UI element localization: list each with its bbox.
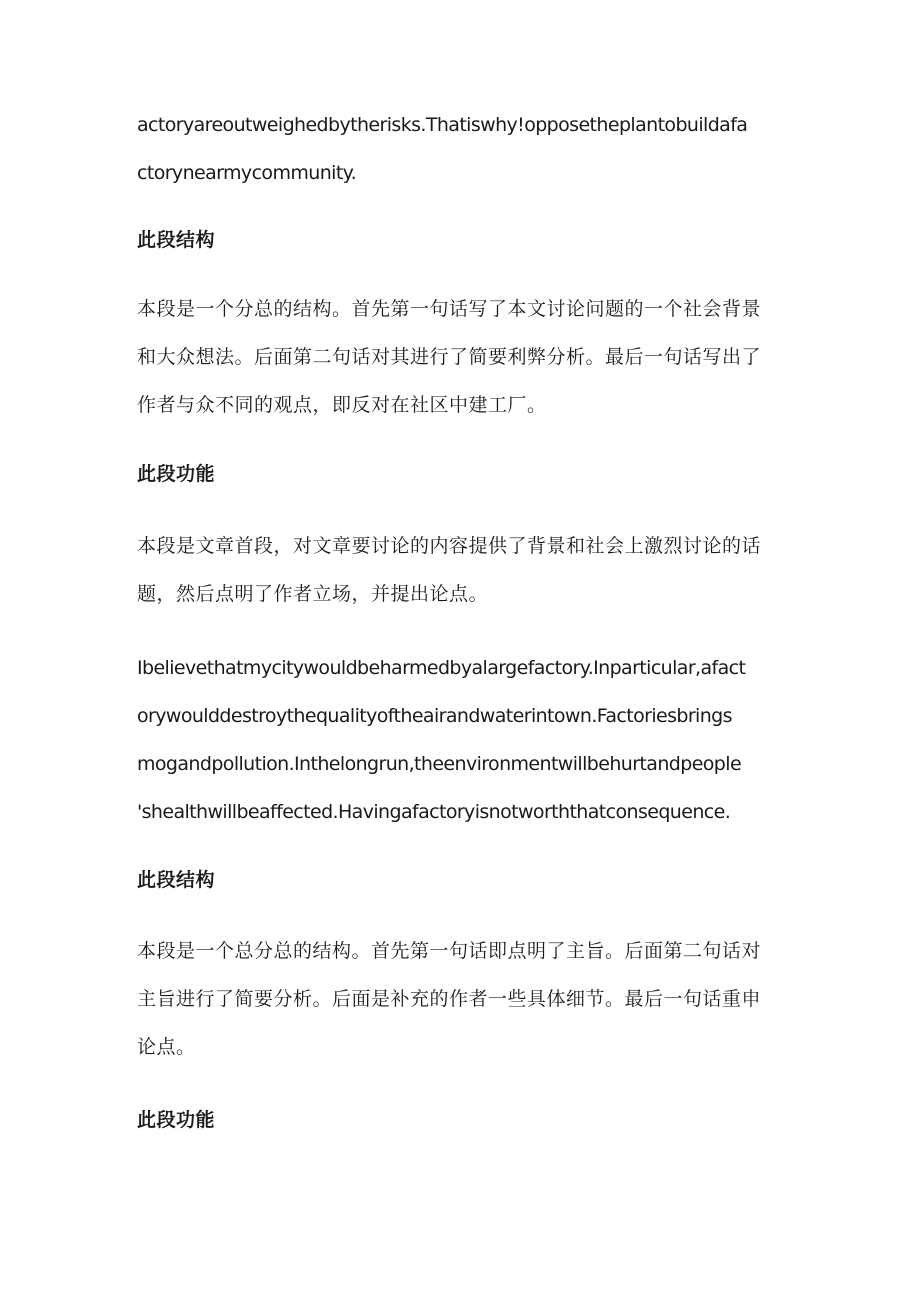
section-heading-function: 此段功能 [137, 1109, 216, 1131]
text-line: 'shealthwillbeaffected.Havingafactoryisnotworththatconsequence. [137, 801, 731, 823]
text-line: ctorynearmycommunity. [137, 162, 357, 184]
text-line: 论点。 [137, 1036, 196, 1058]
text-line: 本段是文章首段，对文章要讨论的内容提供了背景和社会上激烈讨论的话 [137, 535, 762, 557]
text-line: mogandpollution.Inthelongrun,theenvironmentwillbehurtandpeople [137, 753, 742, 775]
text-line: orywoulddestroythequalityoftheairandwaterintown.Factoriesbrings [137, 705, 732, 727]
text-line: 主旨进行了简要分析。后面是补充的作者一些具体细节。最后一句话重申 [137, 988, 762, 1010]
text-line: 作者与众不同的观点，即反对在社区中建工厂。 [137, 394, 547, 416]
text-line: 本段是一个分总的结构。首先第一句话写了本文讨论问题的一个社会背景 [137, 298, 762, 320]
text-line: 和大众想法。后面第二句话对其进行了简要利弊分析。最后一句话写出了 [137, 346, 762, 368]
text-line: 题，然后点明了作者立场，并提出论点。 [137, 583, 489, 605]
text-line: actoryareoutweighedbytherisks.Thatiswhy!opposetheplantobuildafa [137, 114, 748, 136]
section-heading-function: 此段功能 [137, 463, 216, 485]
section-heading-structure: 此段结构 [137, 869, 216, 891]
section-heading-structure: 此段结构 [137, 229, 216, 251]
text-line: Ibelievethatmycitywouldbeharmedbyalargefactory.Inparticular,afact [137, 657, 746, 679]
text-line: 本段是一个总分总的结构。首先第一句话即点明了主旨。后面第二句话对 [137, 940, 762, 962]
